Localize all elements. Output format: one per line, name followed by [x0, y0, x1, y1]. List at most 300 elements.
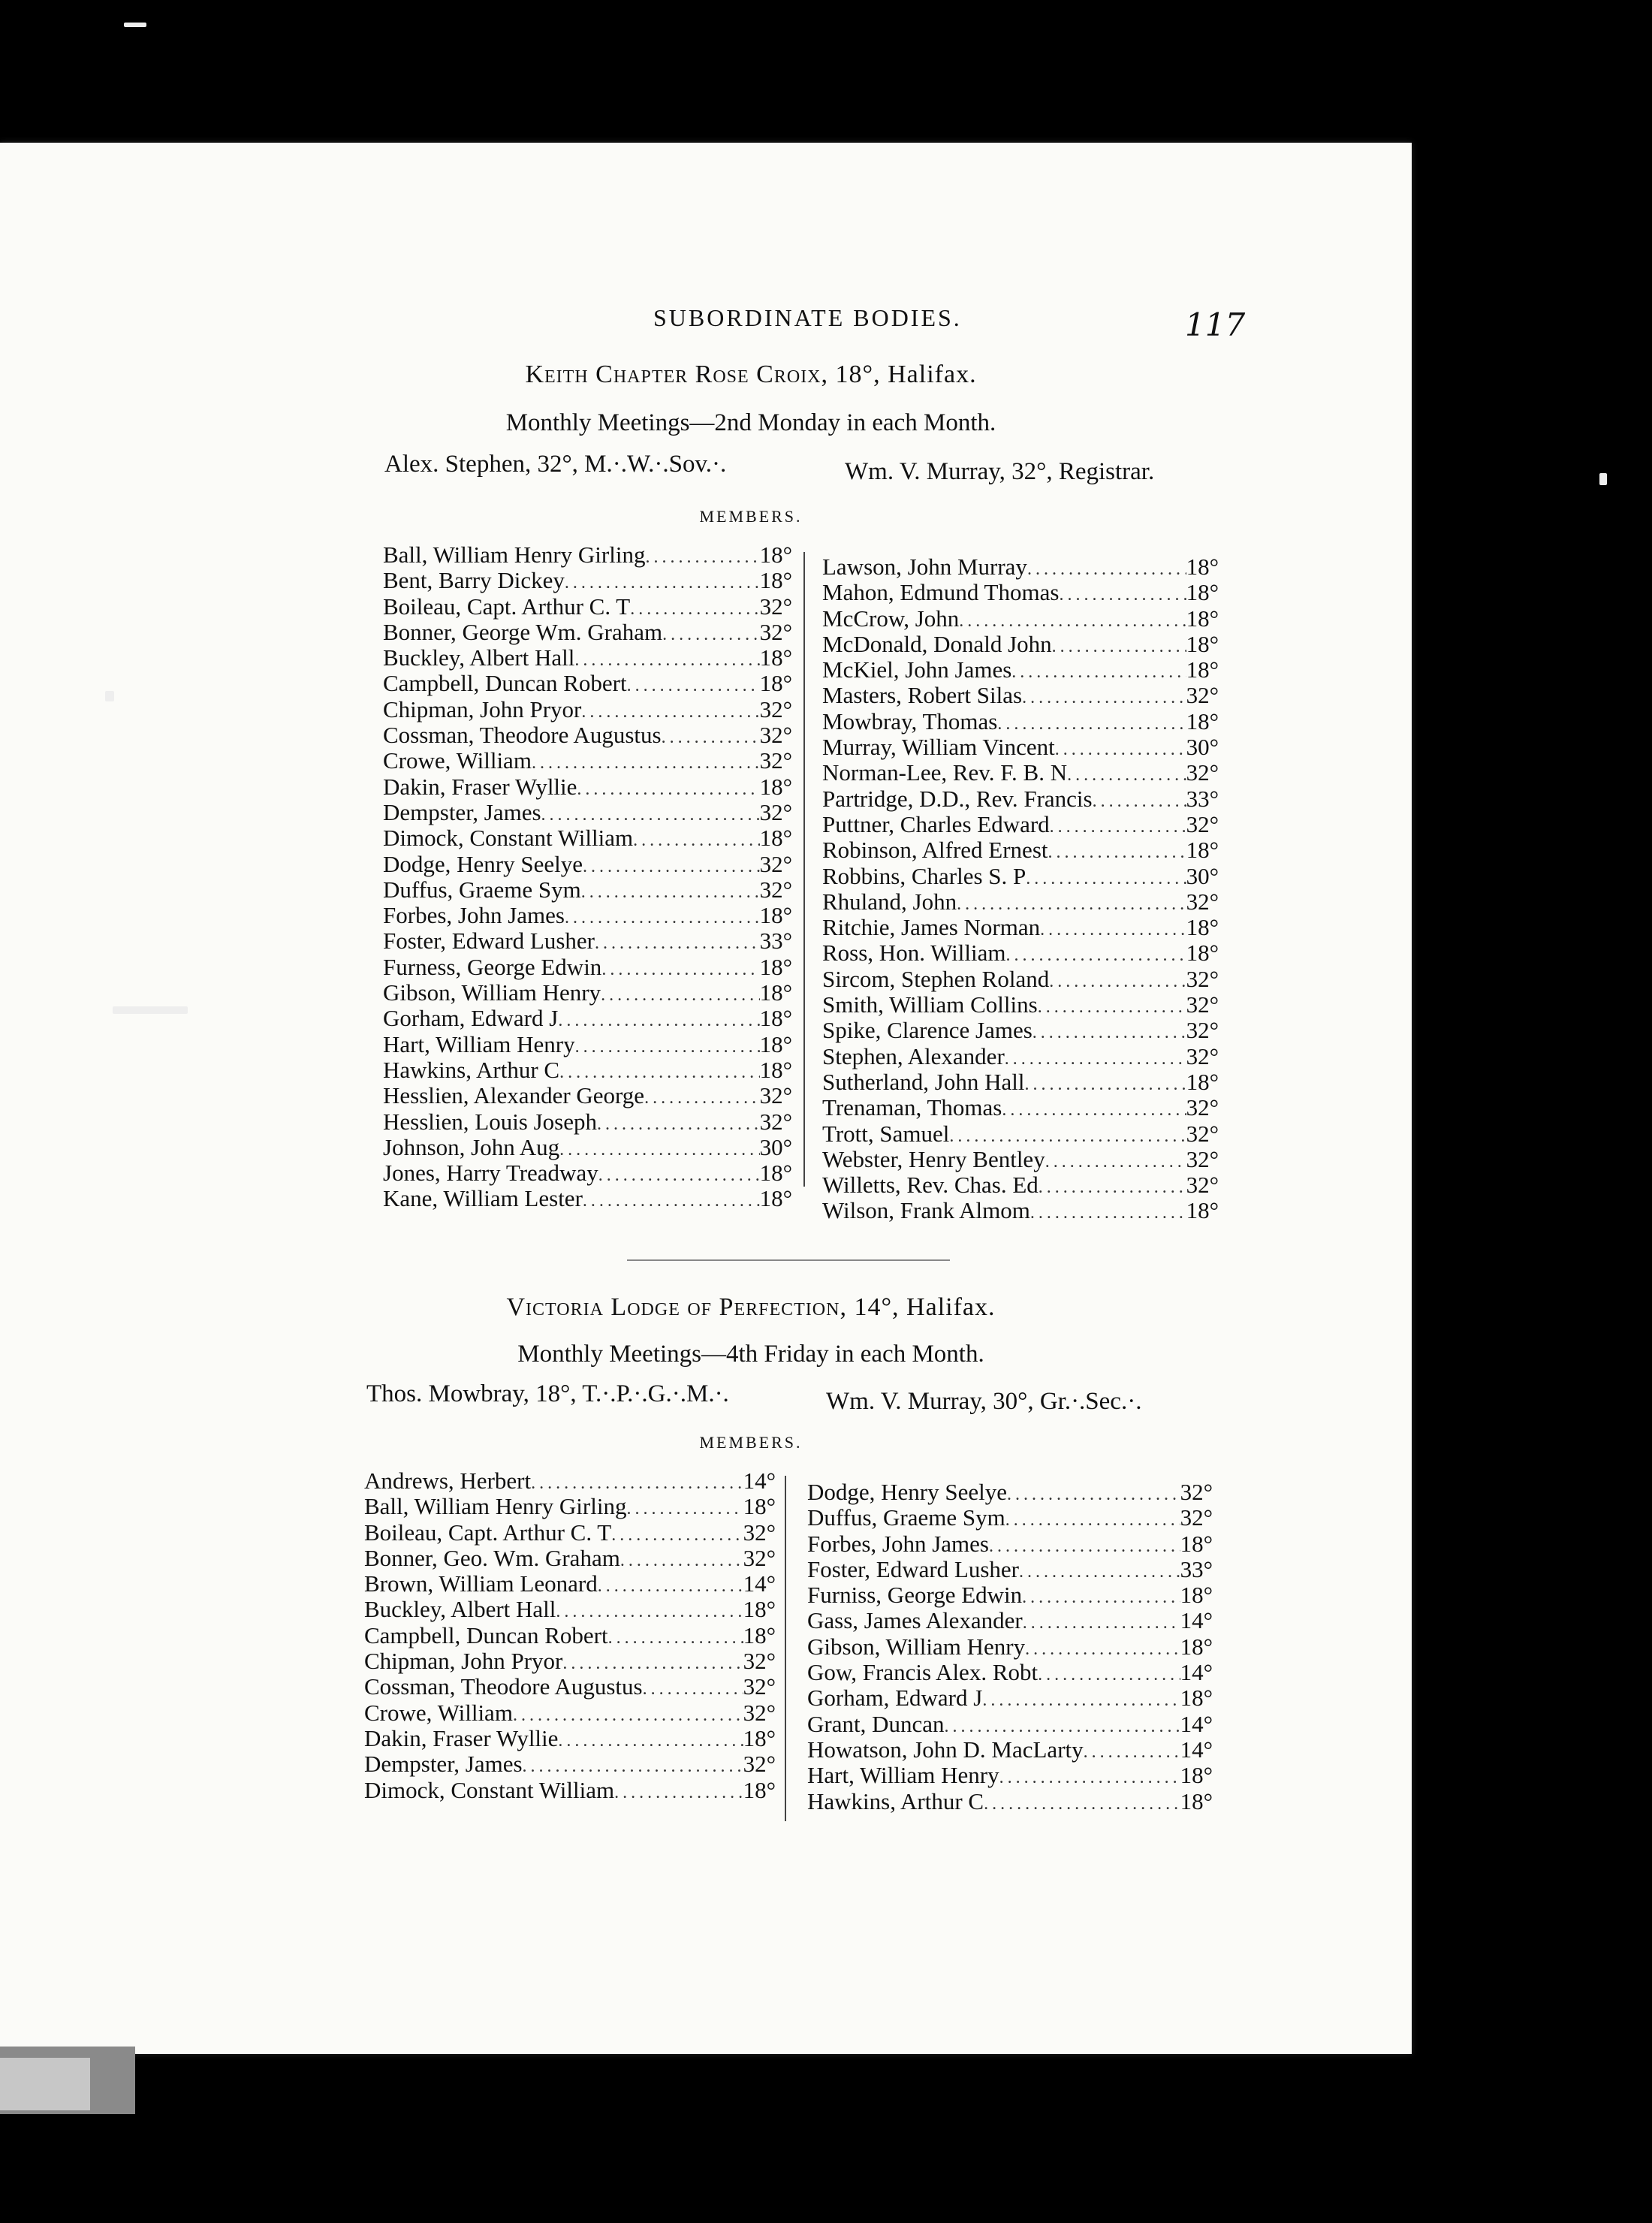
member-name: Murray, William Vincent — [822, 734, 1055, 761]
member-row — [822, 889, 1219, 915]
member-row — [383, 980, 792, 1006]
dot-leader — [565, 570, 760, 596]
member-name: Forbes, John James — [383, 902, 565, 929]
member-row — [822, 683, 1219, 708]
member-row — [364, 1520, 776, 1546]
section1-members-label: MEMBERS. — [699, 507, 803, 526]
member-degree: 32° — [759, 1082, 792, 1109]
member-degree: 32° — [1186, 682, 1219, 709]
member-name: Duffus, Graeme Sym — [383, 876, 581, 903]
dot-leader — [1084, 1739, 1180, 1765]
member-row — [383, 1109, 792, 1135]
section2-title — [0, 1293, 1502, 1322]
member-name: Ross, Hon. William — [822, 940, 1006, 967]
member-row — [383, 1006, 792, 1031]
member-name: Jones, Harry Treadway — [383, 1160, 598, 1187]
member-degree: 32° — [1186, 810, 1219, 837]
section1-members-right — [822, 554, 1219, 1224]
section2-title-prefix: Victoria Lodge of Perfection, — [506, 1293, 847, 1321]
dot-leader — [1027, 557, 1186, 582]
member-degree: 32° — [1186, 1094, 1219, 1121]
dot-leader — [601, 982, 760, 1008]
section1-title — [0, 360, 1502, 389]
member-name: Foster, Edward Lusher — [383, 928, 595, 955]
dot-leader — [597, 1112, 760, 1137]
dot-leader — [982, 1688, 1180, 1713]
member-degree: 30° — [1186, 862, 1219, 889]
section2-members-right — [807, 1479, 1213, 1814]
dot-leader — [577, 777, 759, 802]
member-degree: 18° — [1186, 579, 1219, 606]
member-degree: 32° — [743, 1699, 776, 1726]
dot-leader — [945, 1714, 1180, 1739]
dot-leader — [989, 1534, 1180, 1559]
member-name: Kane, William Lester — [383, 1185, 583, 1212]
member-degree: 32° — [759, 593, 792, 620]
member-row — [364, 1494, 776, 1519]
dot-leader — [984, 1791, 1180, 1817]
dot-leader — [556, 1599, 743, 1624]
member-degree: 32° — [1186, 759, 1219, 786]
member-degree: 32° — [759, 798, 792, 825]
dot-leader — [574, 647, 759, 673]
member-degree: 18° — [1186, 837, 1219, 864]
member-name: Puttner, Charles Edward — [822, 810, 1050, 837]
member-name: Foster, Edward Lusher — [807, 1555, 1019, 1582]
section1-meetings: Monthly Meetings—2nd Monday in each Month. — [505, 409, 996, 436]
section1-title-suffix: 18°, Halifax. — [835, 360, 977, 388]
member-name: Stephen, Alexander — [822, 1042, 1005, 1069]
member-name: Mahon, Edmund Thomas — [822, 579, 1060, 606]
member-name: Willetts, Rev. Chas. Ed — [822, 1172, 1039, 1199]
member-degree: 32° — [743, 1751, 776, 1778]
member-row — [807, 1582, 1213, 1608]
member-name: Chipman, John Pryor — [383, 695, 582, 722]
member-name: Buckley, Albert Hall — [364, 1596, 556, 1623]
member-row — [807, 1479, 1213, 1505]
member-name: Dodge, Henry Seelye — [383, 850, 583, 877]
dot-leader — [997, 711, 1186, 737]
member-name: Trenaman, Thomas — [822, 1094, 1002, 1121]
member-row — [822, 786, 1219, 812]
member-name: Cossman, Theodore Augustus — [383, 722, 662, 749]
dot-leader — [1023, 1610, 1180, 1636]
member-degree: 32° — [1186, 991, 1219, 1018]
member-row — [364, 1597, 776, 1622]
member-degree: 18° — [759, 1005, 792, 1032]
dot-leader — [1005, 943, 1186, 968]
dot-leader — [999, 1765, 1180, 1790]
dot-leader — [1011, 659, 1186, 685]
member-degree: 33° — [1180, 1555, 1213, 1582]
dot-leader — [662, 725, 760, 750]
member-row — [807, 1685, 1213, 1711]
dot-leader — [626, 1496, 743, 1522]
dot-leader — [1039, 1175, 1186, 1200]
member-name: Wilson, Frank Almom — [822, 1197, 1030, 1224]
scan-artifact — [1599, 473, 1607, 485]
member-row — [822, 1172, 1219, 1198]
dot-leader — [1067, 762, 1186, 788]
member-name: Boileau, Capt. Arthur C. T — [383, 593, 631, 620]
member-degree: 18° — [1186, 914, 1219, 941]
dot-leader — [1052, 634, 1186, 659]
dot-leader — [1093, 789, 1186, 814]
member-row — [822, 1095, 1219, 1121]
member-name: Duffus, Graeme Sym — [807, 1504, 1005, 1531]
member-name: Robinson, Alfred Ernest — [822, 837, 1048, 864]
dot-leader — [1022, 685, 1186, 710]
member-name: Hesslien, Alexander George — [383, 1082, 645, 1109]
member-name: Hawkins, Arthur C — [807, 1787, 984, 1814]
member-row — [822, 657, 1219, 683]
member-degree: 32° — [1186, 1017, 1219, 1044]
dot-leader — [581, 879, 760, 905]
member-degree: 32° — [1186, 1145, 1219, 1172]
member-row — [383, 800, 792, 825]
member-row — [822, 1044, 1219, 1069]
section-divider — [627, 1259, 950, 1261]
member-degree: 18° — [1186, 630, 1219, 657]
member-name: Gorham, Edward J — [807, 1685, 983, 1712]
member-name: Hart, William Henry — [383, 1030, 575, 1057]
member-row — [383, 568, 792, 593]
member-degree: 32° — [1186, 888, 1219, 915]
member-name: McDonald, Donald John — [822, 630, 1052, 657]
member-row — [822, 580, 1219, 605]
member-row — [807, 1660, 1213, 1685]
dot-leader — [1038, 994, 1186, 1020]
member-name: Gow, Francis Alex. Robt — [807, 1659, 1039, 1686]
member-degree: 18° — [759, 1056, 792, 1083]
member-row — [383, 825, 792, 851]
member-degree: 18° — [759, 644, 792, 671]
member-degree: 18° — [743, 1493, 776, 1520]
member-row — [383, 697, 792, 722]
member-name: Lawson, John Murray — [822, 553, 1027, 580]
member-row — [383, 620, 792, 645]
dot-leader — [595, 931, 760, 956]
member-name: McCrow, John — [822, 605, 960, 632]
member-degree: 32° — [759, 1108, 792, 1135]
member-name: Sutherland, John Hall — [822, 1068, 1025, 1095]
dot-leader — [1049, 969, 1186, 994]
member-row — [383, 671, 792, 696]
member-name: Dakin, Fraser Wyllie — [364, 1724, 559, 1751]
dot-leader — [523, 1754, 743, 1779]
dot-leader — [1030, 1200, 1186, 1226]
dot-leader — [583, 854, 760, 879]
member-name: Hesslien, Louis Joseph — [383, 1108, 598, 1135]
member-row — [383, 1057, 792, 1083]
member-row — [383, 1160, 792, 1186]
member-name: Mowbray, Thomas — [822, 707, 998, 734]
member-degree: 18° — [759, 979, 792, 1006]
member-name: Dempster, James — [364, 1751, 523, 1778]
section2-members-left — [364, 1468, 776, 1803]
dot-leader — [1059, 582, 1186, 608]
member-row — [807, 1608, 1213, 1633]
member-name: Campbell, Duncan Robert — [364, 1621, 608, 1648]
running-head: SUBORDINATE BODIES. — [653, 304, 962, 331]
member-name: Dodge, Henry Seelye — [807, 1479, 1007, 1505]
dot-leader — [957, 891, 1186, 917]
member-name: Dimock, Constant William — [383, 825, 634, 852]
member-name: Spike, Clarence James — [822, 1017, 1032, 1044]
member-degree: 14° — [1180, 1607, 1213, 1634]
member-degree: 32° — [1186, 1120, 1219, 1147]
dot-leader — [633, 828, 759, 853]
member-row — [364, 1674, 776, 1700]
member-degree: 32° — [759, 876, 792, 903]
member-degree: 18° — [759, 670, 792, 697]
section1-members-left — [383, 542, 792, 1212]
section2-meetings: Monthly Meetings—4th Friday in each Month. — [517, 1341, 984, 1368]
member-row — [383, 877, 792, 903]
member-degree: 18° — [1186, 656, 1219, 683]
dot-leader — [558, 1008, 759, 1033]
member-degree: 18° — [759, 1030, 792, 1057]
scan-artifact — [124, 23, 146, 27]
member-degree: 18° — [1180, 1787, 1213, 1814]
dot-leader — [1025, 1636, 1180, 1662]
member-row — [822, 709, 1219, 734]
dot-leader — [581, 699, 759, 725]
dot-leader — [959, 608, 1186, 634]
book-binding-edge-light — [0, 2058, 90, 2110]
member-name: Partridge, D.D., Rev. Francis — [822, 785, 1093, 812]
dot-leader — [598, 1573, 743, 1599]
dot-leader — [1048, 840, 1186, 865]
member-row — [822, 554, 1219, 580]
dot-leader — [620, 1548, 743, 1573]
member-row — [364, 1751, 776, 1777]
member-degree: 32° — [759, 850, 792, 877]
member-name: Sircom, Stephen Roland — [822, 965, 1050, 992]
member-name: Ritchie, James Norman — [822, 914, 1041, 941]
member-degree: 32° — [759, 695, 792, 722]
dot-leader — [601, 957, 759, 982]
member-row — [383, 1186, 792, 1211]
member-name: Norman-Lee, Rev. F. B. N — [822, 759, 1068, 786]
member-name: Campbell, Duncan Robert — [383, 670, 627, 697]
member-degree: 32° — [1186, 965, 1219, 992]
scan-artifact — [105, 691, 114, 701]
dot-leader — [614, 1780, 743, 1805]
member-row — [383, 748, 792, 774]
dot-leader — [949, 1124, 1186, 1149]
member-degree: 18° — [1186, 605, 1219, 632]
dot-leader — [562, 1651, 743, 1676]
dot-leader — [644, 1085, 760, 1111]
member-row — [383, 774, 792, 800]
dot-leader — [627, 673, 760, 698]
member-degree: 18° — [759, 1185, 792, 1212]
member-row — [822, 1018, 1219, 1043]
member-name: McKiel, John James — [822, 656, 1012, 683]
dot-leader — [1022, 1585, 1180, 1610]
member-name: Andrews, Herbert — [364, 1467, 532, 1494]
member-name: Robbins, Charles S. P — [822, 862, 1026, 889]
member-degree: 32° — [743, 1519, 776, 1546]
member-row — [822, 760, 1219, 786]
member-row — [383, 1032, 792, 1057]
member-degree: 18° — [759, 902, 792, 929]
member-row — [822, 1121, 1219, 1147]
member-name: Ball, William Henry Girling — [383, 541, 646, 568]
member-name: Crowe, William — [364, 1699, 513, 1726]
member-name: Forbes, John James — [807, 1530, 989, 1557]
member-row — [822, 915, 1219, 940]
member-degree: 32° — [1186, 1172, 1219, 1199]
member-degree: 32° — [1180, 1504, 1213, 1531]
section2-title-suffix: 14°, Halifax. — [854, 1293, 996, 1321]
member-name: Crowe, William — [383, 747, 532, 774]
member-degree: 30° — [759, 1133, 792, 1160]
dot-leader — [559, 1137, 759, 1163]
dot-leader — [1007, 1482, 1180, 1507]
member-row — [383, 542, 792, 568]
member-degree: 18° — [759, 825, 792, 852]
section1-officer-right: Wm. V. Murray, 32°, Registrar. — [845, 458, 1155, 485]
member-name: Furniss, George Edwin — [807, 1582, 1023, 1609]
member-row — [383, 645, 792, 671]
dot-leader — [611, 1522, 743, 1548]
member-degree: 14° — [743, 1570, 776, 1597]
member-name: Grant, Duncan — [807, 1710, 945, 1737]
member-degree: 18° — [1180, 1582, 1213, 1609]
member-row — [383, 955, 792, 980]
member-name: Buckley, Albert Hall — [383, 644, 575, 671]
member-name: Hart, William Henry — [807, 1762, 999, 1789]
dot-leader — [1032, 1020, 1186, 1045]
member-name: Bent, Barry Dickey — [383, 567, 565, 594]
member-row — [807, 1712, 1213, 1737]
dot-leader — [598, 1163, 760, 1188]
member-row — [364, 1726, 776, 1751]
member-row — [383, 722, 792, 748]
member-row — [822, 606, 1219, 632]
member-row — [364, 1571, 776, 1597]
member-row — [822, 632, 1219, 657]
member-row — [807, 1737, 1213, 1763]
member-degree: 18° — [759, 567, 792, 594]
dot-leader — [558, 1728, 743, 1754]
member-degree: 18° — [759, 953, 792, 980]
member-row — [364, 1623, 776, 1648]
member-degree: 18° — [759, 1160, 792, 1187]
member-name: Trott, Samuel — [822, 1120, 950, 1147]
member-degree: 33° — [759, 928, 792, 955]
member-row — [822, 734, 1219, 760]
member-name: Rhuland, John — [822, 888, 957, 915]
member-degree: 33° — [1186, 785, 1219, 812]
member-degree: 14° — [1180, 1710, 1213, 1737]
member-name: Dakin, Fraser Wyllie — [383, 773, 577, 800]
member-degree: 18° — [1186, 553, 1219, 580]
member-name: Smith, William Collins — [822, 991, 1038, 1018]
member-row — [807, 1789, 1213, 1814]
dot-leader — [559, 1060, 760, 1085]
member-degree: 18° — [1180, 1762, 1213, 1789]
dot-leader — [532, 750, 760, 776]
dot-leader — [1005, 1046, 1186, 1072]
member-row — [383, 852, 792, 877]
member-degree: 14° — [743, 1467, 776, 1494]
member-name: Webster, Henry Bentley — [822, 1145, 1045, 1172]
member-name: Dimock, Constant William — [364, 1776, 615, 1803]
member-degree: 18° — [743, 1724, 776, 1751]
member-name: Gass, James Alexander — [807, 1607, 1023, 1634]
member-row — [364, 1546, 776, 1571]
member-row — [364, 1468, 776, 1494]
member-degree: 18° — [1180, 1530, 1213, 1557]
member-row — [822, 967, 1219, 992]
member-degree: 14° — [1180, 1659, 1213, 1686]
member-name: Chipman, John Pryor — [364, 1648, 563, 1675]
member-row — [822, 1198, 1219, 1223]
member-row — [807, 1634, 1213, 1660]
dot-leader — [575, 1034, 760, 1060]
dot-leader — [1002, 1097, 1186, 1123]
section2-officer-right: Wm. V. Murray, 30°, Gr.·.Sec.·. — [826, 1388, 1142, 1415]
member-name: Hawkins, Arthur C — [383, 1056, 560, 1083]
member-degree: 32° — [759, 722, 792, 749]
dot-leader — [1005, 1507, 1180, 1533]
member-name: Gibson, William Henry — [807, 1633, 1026, 1660]
column-rule — [803, 552, 805, 1187]
dot-leader — [513, 1703, 743, 1728]
member-degree: 32° — [759, 747, 792, 774]
member-row — [364, 1700, 776, 1726]
member-row — [807, 1557, 1213, 1582]
dot-leader — [1045, 1149, 1186, 1175]
member-row — [807, 1505, 1213, 1531]
member-degree: 18° — [759, 773, 792, 800]
member-name: Ball, William Henry Girling — [364, 1493, 627, 1520]
member-degree: 18° — [1186, 940, 1219, 967]
dot-leader — [1025, 1072, 1186, 1097]
member-degree: 32° — [743, 1648, 776, 1675]
member-name: Howatson, John D. MacLarty — [807, 1736, 1084, 1763]
member-name: Cossman, Theodore Augustus — [364, 1673, 643, 1700]
member-degree: 18° — [759, 541, 792, 568]
member-row — [383, 1135, 792, 1160]
member-name: Masters, Robert Silas — [822, 682, 1023, 709]
dot-leader — [662, 622, 760, 647]
member-degree: 18° — [1180, 1685, 1213, 1712]
member-degree: 18° — [743, 1596, 776, 1623]
dot-leader — [565, 905, 760, 931]
member-name: Boileau, Capt. Arthur C. T — [364, 1519, 612, 1546]
dot-leader — [1026, 866, 1186, 891]
member-degree: 18° — [743, 1776, 776, 1803]
member-row — [822, 1147, 1219, 1172]
dot-leader — [583, 1188, 760, 1214]
member-degree: 18° — [1186, 707, 1219, 734]
section2-officer-left: Thos. Mowbray, 18°, T.·.P.·.G.·.M.·. — [366, 1380, 729, 1407]
member-row — [822, 940, 1219, 966]
section2-members-label: MEMBERS. — [699, 1433, 803, 1452]
member-name: Dempster, James — [383, 798, 541, 825]
member-degree: 18° — [1186, 1197, 1219, 1224]
member-name: Johnson, John Aug — [383, 1133, 560, 1160]
column-rule — [785, 1476, 786, 1821]
member-name: Gorham, Edward J — [383, 1005, 559, 1032]
member-row — [383, 903, 792, 928]
section1-title-prefix: Keith Chapter Rose Croix, — [525, 360, 829, 388]
dot-leader — [541, 802, 760, 828]
